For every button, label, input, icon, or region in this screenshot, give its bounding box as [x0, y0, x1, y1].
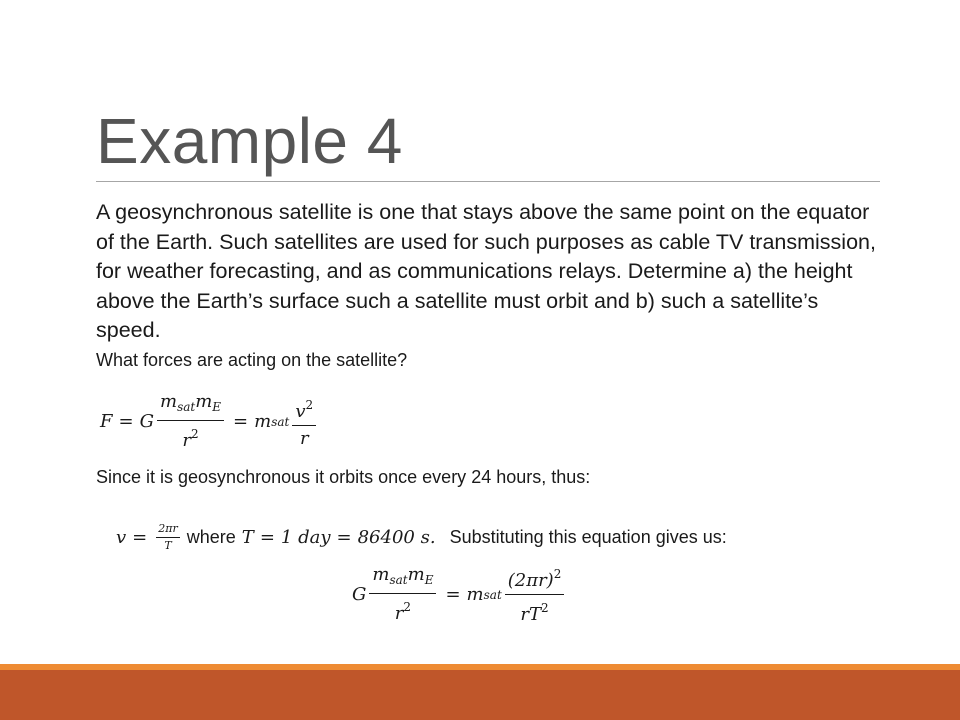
eq3-sup-2-b: 2: [553, 567, 562, 581]
eq3-num: (2πr): [507, 570, 554, 591]
eq1-sup-2-a: 2: [191, 427, 199, 441]
eq1-F: F: [100, 411, 113, 432]
since-text: Since it is geosynchronous it orbits once every 24 hours, thus:: [96, 467, 591, 487]
velocity-equation: [116, 522, 727, 552]
eq3-m2: m: [407, 564, 425, 585]
eq2-one-day: 1 day: [280, 526, 331, 548]
eq1-r2: r: [299, 427, 309, 449]
substituting-text: Substituting this equation gives us:: [449, 526, 727, 547]
eq3-r: r: [394, 603, 404, 624]
eq1-sup-2-b: 2: [305, 397, 314, 412]
eq2-den: T: [164, 539, 172, 552]
eq1-m3: m: [254, 411, 272, 432]
eq3-G: G: [352, 584, 367, 605]
eq3-m3: m: [466, 584, 484, 605]
eq1-equals-2: =: [233, 411, 249, 432]
eq3-sub-sat-1: sat: [389, 573, 408, 587]
problem-paragraph: A geosynchronous satellite is one that stays above the same point on the equator of the Earth. Such satellites are used for such purposes as cable TV transmission, for weather forecasting, and as communications relays. Determine a) the height above the Earth’s surface such a satellite must orbit and b) such a satellite’s speed.: [96, 200, 876, 342]
eq3-m1: m: [372, 564, 390, 585]
eq1-sub-sat-2: sat: [271, 414, 290, 429]
eq2-equals-1: =: [132, 526, 148, 548]
eq1-sub-E: E: [212, 400, 222, 414]
where-text: where: [186, 526, 236, 547]
substituted-equation: [352, 564, 567, 625]
eq3-period-fraction: [505, 564, 565, 625]
eq1-G: G: [139, 411, 154, 432]
eq2-v: v: [116, 526, 127, 548]
eq1-v: v: [295, 400, 306, 422]
eq1-centripetal-fraction: [292, 395, 316, 449]
eq1-sub-sat-1: sat: [177, 400, 196, 414]
slide-title: Example 4: [96, 105, 403, 177]
eq2-num: 2πr: [156, 522, 180, 538]
eq3-sup-2-a: 2: [403, 600, 412, 614]
eq2-fraction: [156, 522, 180, 552]
eq3-equals: =: [445, 584, 461, 605]
eq1-gravity-fraction: [157, 392, 224, 451]
eq1-m2: m: [195, 391, 213, 412]
question-text: What forces are acting on the satellite?: [96, 350, 408, 370]
eq2-equals-2: =: [259, 526, 275, 548]
eq3-den: rT: [520, 604, 542, 625]
eq1-equals-1: =: [118, 411, 134, 432]
title-divider: [96, 181, 880, 182]
eq2-seconds: 86400 s.: [357, 526, 436, 548]
eq3-gravity-fraction: [369, 565, 436, 624]
force-equation: [100, 392, 319, 451]
eq2-equals-3: =: [336, 526, 352, 548]
eq3-sub-sat-2: sat: [483, 587, 502, 602]
eq3-sup-2-c: 2: [541, 601, 549, 615]
eq3-sub-E: E: [424, 573, 434, 587]
footer-bar: [0, 670, 960, 720]
eq1-m1: m: [159, 391, 178, 412]
eq1-r1: r: [182, 430, 191, 451]
eq2-T: T: [241, 526, 254, 548]
